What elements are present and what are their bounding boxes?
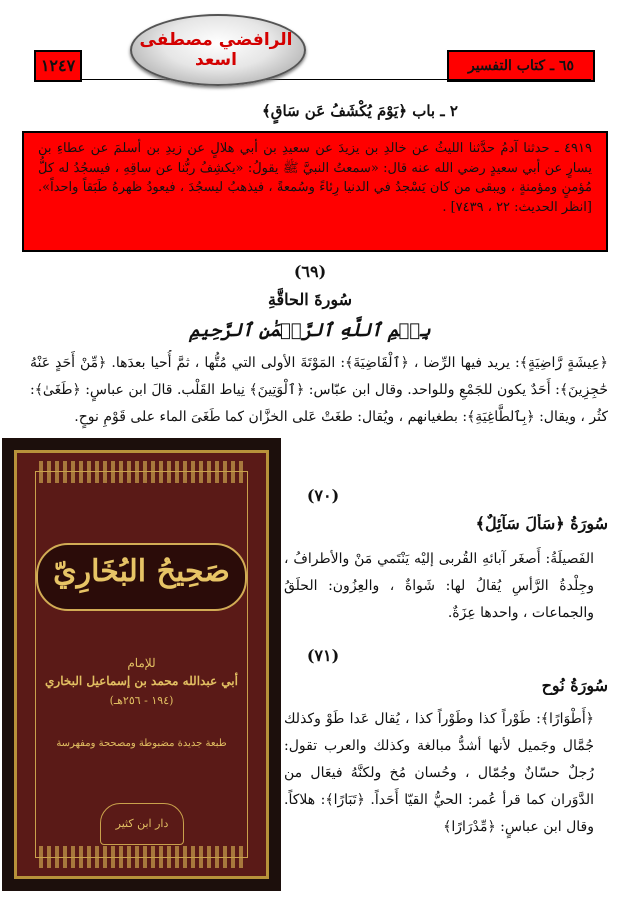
basmala: بِسۡمِ ٱللَّهِ ٱلرَّحۡمَٰنِ ٱلرَّحِيمِ	[189, 320, 431, 341]
book-edition: طبعة جديدة مضبوطة ومصححة ومفهرسة	[56, 738, 227, 749]
book-title: صَحِيحُ البُخَارِيّ	[53, 554, 230, 589]
header-rule	[80, 79, 591, 80]
surah-title-71: سُورَةُ نُوحٍ	[541, 676, 608, 695]
hadith-box	[22, 131, 608, 252]
book-author: أبي عبدالله محمد بن إسماعيل البخاري	[45, 674, 238, 688]
hadith-text: ٤٩١٩ ـ حدثنا آدمُ حدَّثنا الليثُ عن خالدِ بن يزيدَ عن سعيدِ بن أبي هلالٍ عن زيدِ بن أسلمَ عن عطاءِ بن يسارٍ عن أبي سعيدٍ رضي الله عنه قال: «سمعتُ النبيَّ ﷺ يقولُ: «يكشِفُ ربُّنا عن ساقِهِ ، فيسجُدُ له كلُّ مُؤمنٍ ومؤمنةٍ ، ويبقى من كان يَسْجدُ في الدنيا رِئاءً وسُمعةً ، فيذهبُ ليسجُدَ ، فيعودُ ظهرهُ طَبَقاً واحداً». [انظر الحديث: ٢٢ ، ٧٤٣٩] .	[38, 141, 592, 215]
bab-heading: ٢ ـ باب ﴿يَوْمَ يُكْشَفُ عَن سَاقٍ﴾	[262, 102, 458, 120]
watermark-text: الرافضي مصطفى اسعد	[139, 30, 293, 70]
book-cover-image	[2, 438, 281, 891]
page-number: ١٢٤٧	[34, 50, 82, 82]
surah-number-71: (٧١)	[306, 646, 340, 665]
surah-69-text: ﴿عِيشَةٍ رَّاضِيَةٍ﴾: يريد فيها الرِّضا ، ﴿ٱلْقَاضِيَةَ﴾: المَوْتَةَ الأولى التي مُتُّها ، ثمَّ أُحيا بعدَها. ﴿مِّنْ أَحَدٍ عَنْهُ حَٰجِزِينَ﴾: أَحَدٌ يكون للجَمْعِ وللواحد. وقال ابن عبّاس: ﴿ٱلْوَتِينَ﴾ نِياط القَلْب. قالَ ابن عباسٍ: ﴿طَغَىٰ﴾: كثُر ، ويقال: ﴿بِٱلطَّاغِيَةِ﴾: بطغيانهم ، ويُقال: طغَتْ عَلى الخزَّان كما طَغَىَ الماء على قَوْمِ نوحٍ.	[30, 355, 608, 425]
surah-title-70: سُورَةُ ﴿سَأَلَ سَآئِلٌ﴾	[475, 514, 608, 533]
book-dates: (١٩٤ - ٢٥٦هـ)	[109, 694, 174, 707]
book-publisher: دار ابن كثير	[100, 803, 184, 845]
running-title: ٦٥ ـ كتاب التفسير	[447, 50, 595, 82]
surah-71-text: ﴿أَطْوَارًا﴾: طَوْراً كذا وطَوْراً كذا ، يُقال عَدا طَوْ وكذلك جُمَّال وجَميل لأنها أشدُّ مبالغة وكذلك والعرب تقول: رُجلٌ حسّانٌ وجُمّال ، وحُسان مُخ ولكنَّهُ فيعَال من الدَّوَران كما قرأ عُمر: الحيُّ القيّا أَحَداً. ﴿تَبَارًا﴾: هلاكاً. وقال ابن عباسٍ: ﴿مِّدْرَارًا﴾	[284, 711, 594, 835]
surah-number-70: (٧٠)	[306, 486, 340, 505]
surah-number-69: (٦٩)	[293, 262, 327, 281]
surah-title-69: سُورةَ الحاقَّةِ	[267, 290, 353, 309]
surah-70-text: الفَصيلَةُ: أَصغَر آبائهِ القُربى إليْه يَنْتَمي مَنْ والأطرافُ ، وجِلْدةُ الرَّأسِ يُقالُ لها: شَواةٌ ، والعِزُون: الحلَقُ والجماعات ، واحدها عِزَةٌ.	[284, 551, 594, 621]
book-author-prefix: للإمام	[127, 656, 156, 670]
